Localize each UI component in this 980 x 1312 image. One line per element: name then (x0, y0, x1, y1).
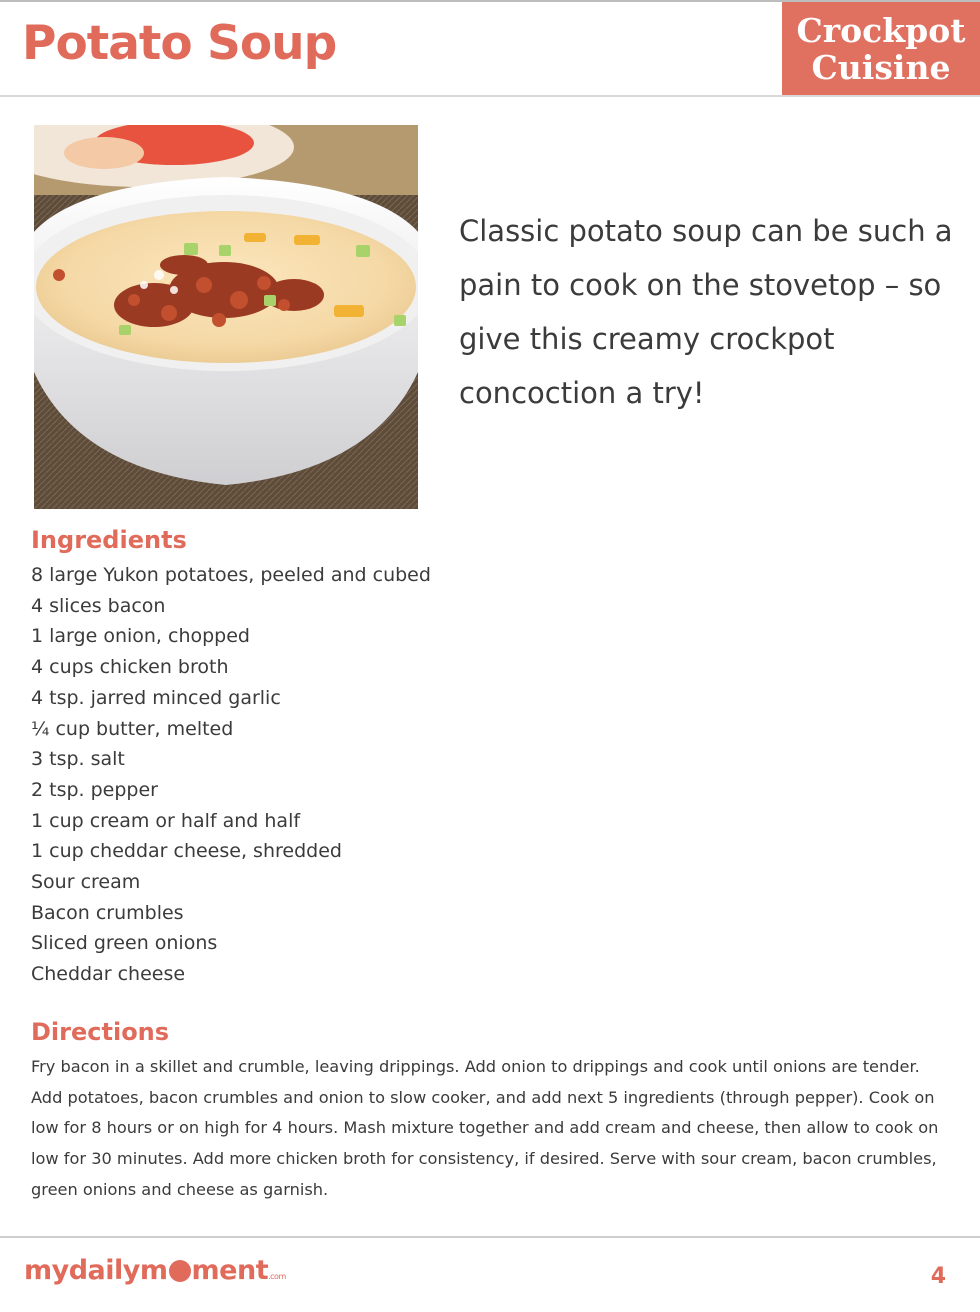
ingredient-item: Sliced green onions (31, 932, 218, 955)
logo-suffix: .com (268, 1272, 286, 1281)
ingredient-item: Sour cream (31, 871, 141, 894)
ingredients-heading: Ingredients (31, 526, 187, 554)
brand-badge (782, 2, 980, 95)
ingredient-item: 2 tsp. pepper (31, 778, 158, 801)
directions-paragraph: Fry bacon in a skillet and crumble, leaving drippings. Add onion to drippings and cook until onions are tender. Add potatoes, bacon crumbles and onion to slow cooker, and add next 5 ingredients (through pepper). Cook on low for 8 hours or on high for 4 hours. Mash mixture together and add cream and cheese, then allow to cook on low for 30 minutes. Add more chicken broth for consistency, if desired. Serve with sour cream, bacon crumbles, green onions and cheese as garnish. (31, 1057, 939, 1199)
footer-divider (0, 1236, 980, 1238)
potato-soup-photo (34, 125, 418, 509)
ingredient-item: 1 cup cream or half and half (31, 809, 301, 832)
brand-line-1: Crockpot (796, 10, 966, 50)
ingredient-item: Cheddar cheese (31, 963, 186, 986)
ingredient-item: 1 large onion, chopped (31, 625, 250, 648)
ingredient-item: 1 cup cheddar cheese, shredded (31, 840, 342, 863)
ingredients-list (31, 560, 431, 990)
brand-line-2: Cuisine (811, 47, 951, 87)
ingredient-item: Bacon crumbles (31, 901, 184, 924)
ingredient-item: ¼ cup butter, melted (31, 717, 234, 740)
page-title: Potato Soup (22, 16, 337, 71)
ingredient-item: 4 slices bacon (31, 594, 166, 617)
header-divider (0, 95, 980, 97)
ingredient-item: 4 tsp. jarred minced garlic (31, 686, 281, 709)
page-header (0, 2, 980, 95)
logo-text-end: ment (191, 1255, 269, 1286)
ingredient-item: 8 large Yukon potatoes, peeled and cubed (31, 564, 431, 586)
page-number: 4 (930, 1264, 946, 1289)
sun-dot-icon (169, 1260, 191, 1282)
directions-heading: Directions (31, 1018, 170, 1046)
intro-paragraph: Classic potato soup can be such a pain to cook on the stovetop – so give this creamy crockpot concoction a try! (459, 214, 953, 410)
ingredient-item: 4 cups chicken broth (31, 656, 229, 679)
logo-text-start: mydailym (24, 1255, 168, 1286)
mydailymoment-logo (24, 1255, 286, 1286)
ingredient-item: 3 tsp. salt (31, 748, 125, 771)
